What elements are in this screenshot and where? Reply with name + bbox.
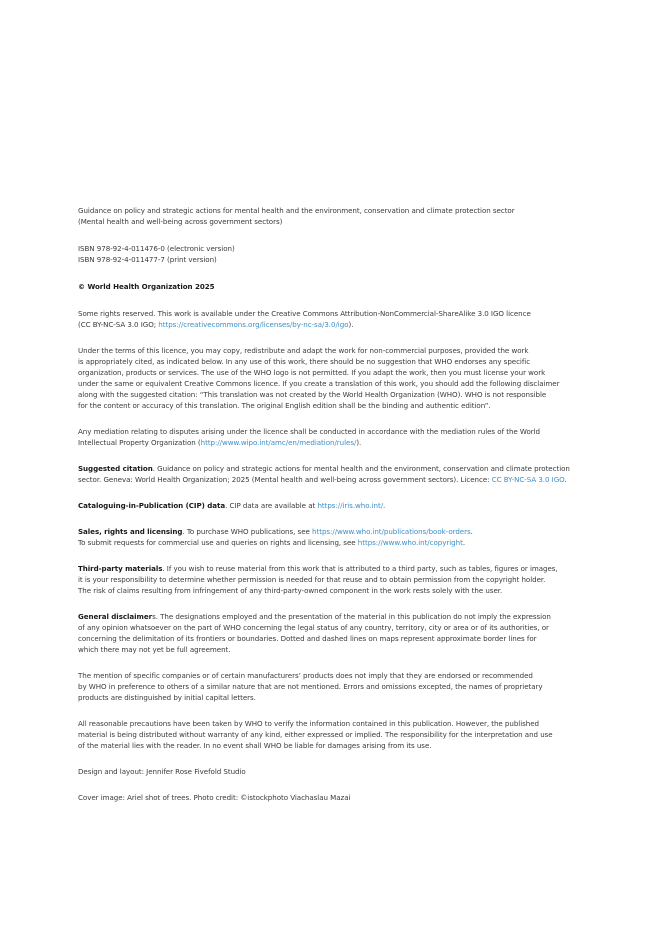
licence-line: Under the terms of this licence, you may copy, redistribute and adapt the work for non-commercial purposes, provided the work: [78, 346, 529, 355]
citation-label: Suggested citation: [78, 464, 153, 473]
sales-label: Sales, rights and licensing: [78, 527, 183, 536]
copyright-link[interactable]: https://www.who.int/copyright: [357, 538, 463, 547]
mediation-line-1: Any mediation relating to disputes arising under the licence shall be conducted in accordance with the mediation rules of the World: [78, 427, 541, 436]
citation-line-2: [78, 474, 586, 485]
copyright-text: © World Health Organization 2025: [78, 282, 215, 291]
third-party-text: . If you wish to reuse material from this work that is attributed to a third party, such as tables, figures or images,: [162, 564, 558, 573]
cip-label: Cataloguing-in-Publication (CIP) data: [78, 501, 226, 510]
licence-terms: [78, 345, 586, 411]
publication-title: [78, 205, 586, 227]
sales-text: . To purchase WHO publications, see: [182, 527, 313, 536]
precautions-line: of the material lies with the reader. In no event shall WHO be liable for damages arising from its use.: [78, 741, 432, 750]
disclaimer-line-2: of any opinion whatsoever on the part of WHO concerning the legal status of any country, territory, city or area or of its authorities, or: [78, 623, 549, 632]
mediation-suffix: ).: [356, 438, 362, 447]
general-disclaimer-block: [78, 611, 586, 655]
licence-line: for the content or accuracy of this translation. The original English edition shall be the binding and authentic edition”.: [78, 401, 491, 410]
sales-line-1: [78, 526, 586, 537]
sales-text-2: To submit requests for commercial use and queries on rights and licensing, see: [78, 538, 358, 547]
rights-line-2: [78, 319, 586, 330]
isbn-print: ISBN 978-92-4-011477-7 (print version): [78, 255, 217, 264]
book-orders-link[interactable]: https://www.who.int/publications/book-orders: [312, 527, 471, 536]
wipo-mediation-link[interactable]: http://www.wipo.int/amc/en/mediation/rules/: [200, 438, 357, 447]
sales-suffix-2: .: [462, 538, 466, 547]
isbn-block: [78, 243, 586, 265]
precautions-line: All reasonable precautions have been taken by WHO to verify the information contained in this publication. However, the published: [78, 719, 539, 728]
licence-link[interactable]: CC BY-NC-SA 3.0 IGO: [491, 475, 565, 484]
iris-link[interactable]: https://iris.who.int/: [317, 501, 384, 510]
design-text: Design and layout: Jennifer Rose Fivefold Studio: [78, 767, 246, 776]
rights-suffix: ).: [348, 320, 354, 329]
third-party-block: [78, 563, 586, 596]
mediation-line-2: [78, 437, 586, 448]
rights-prefix: (CC BY-NC-SA 3.0 IGO;: [78, 320, 159, 329]
third-party-line-1: [78, 563, 586, 574]
mediation-prefix: Intellectual Property Organization (: [78, 438, 201, 447]
disclaimer-label: General disclaimer: [78, 612, 153, 621]
citation-line-1: [78, 463, 586, 474]
mediation-block: [78, 426, 586, 448]
suggested-citation: [78, 463, 586, 485]
cip-line: [78, 500, 586, 511]
title-line-1: Guidance on policy and strategic actions for mental health and the environment, conservation and climate protection sector: [78, 206, 515, 215]
cip-text: . CIP data are available at: [225, 501, 318, 510]
disclaimer-line-1: [78, 611, 586, 622]
disclaimer-line-3: concerning the delimitation of its frontiers or boundaries. Dotted and dashed lines on maps represent approximate border lines for: [78, 634, 537, 643]
precautions-line: material is being distributed without warranty of any kind, either expressed or implied. The responsibility for the interpretation and use: [78, 730, 553, 739]
third-party-line-2: it is your responsibility to determine whether permission is needed for that reuse and to obtain permission from the copyright holder.: [78, 575, 546, 584]
copyright-page: [78, 205, 586, 803]
sales-suffix: .: [470, 527, 473, 536]
sales-block: [78, 526, 586, 548]
copyright-notice: [78, 281, 586, 292]
manufacturers-line: by WHO in preference to others of a similar nature that are not mentioned. Errors and omissions excepted, the names of proprietary: [78, 682, 543, 691]
manufacturers-line: The mention of specific companies or of certain manufacturers’ products does not imply that they are endorsed or recommended: [78, 671, 533, 680]
licence-line: organization, products or services. The use of the WHO logo is not permitted. If you adapt the work, then you must license your work: [78, 368, 546, 377]
rights-block: [78, 308, 586, 330]
licence-line: under the same or equivalent Creative Commons licence. If you create a translation of this work, you should add the following disclaimer: [78, 379, 560, 388]
cip-block: [78, 500, 586, 511]
licence-line: is appropriately cited, as indicated below. In any use of this work, there should be no suggestion that WHO endorses any specific: [78, 357, 531, 366]
licence-line: along with the suggested citation: “This translation was not created by the World Health Organization (WHO). WHO is not responsible: [78, 390, 547, 399]
precautions-block: [78, 718, 586, 751]
cip-suffix: .: [383, 501, 386, 510]
third-party-label: Third-party materials: [78, 564, 163, 573]
rights-line-1: Some rights reserved. This work is available under the Creative Commons Attribution-NonCommercial-ShareAlike 3.0 IGO licence: [78, 309, 531, 318]
disclaimer-line-4: which there may not yet be full agreement.: [78, 645, 231, 654]
citation-text-2: sector. Geneva: World Health Organization; 2025 (Mental health and well-being across government sectors). Licence:: [78, 475, 492, 484]
creative-commons-link[interactable]: https://creativecommons.org/licenses/by-nc-sa/3.0/igo: [158, 320, 349, 329]
design-credit: [78, 766, 586, 777]
cover-credit: [78, 792, 586, 803]
disclaimer-text: s. The designations employed and the presentation of the material in this publication do not imply the expression: [152, 612, 551, 621]
sales-line-2: [78, 537, 586, 548]
citation-suffix: .: [564, 475, 567, 484]
citation-text: . Guidance on policy and strategic actions for mental health and the environment, conservation and climate protection: [152, 464, 570, 473]
third-party-line-3: The risk of claims resulting from infringement of any third-party-owned component in the work rests solely with the user.: [78, 586, 503, 595]
title-line-2: (Mental health and well-being across government sectors): [78, 217, 283, 226]
cover-text: Cover image: Ariel shot of trees. Photo credit: ©istockphoto Viachaslau Mazai: [78, 793, 351, 802]
isbn-electronic: ISBN 978-92-4-011476-0 (electronic version): [78, 244, 235, 253]
manufacturers-line: products are distinguished by initial capital letters.: [78, 693, 256, 702]
manufacturers-block: [78, 670, 586, 703]
